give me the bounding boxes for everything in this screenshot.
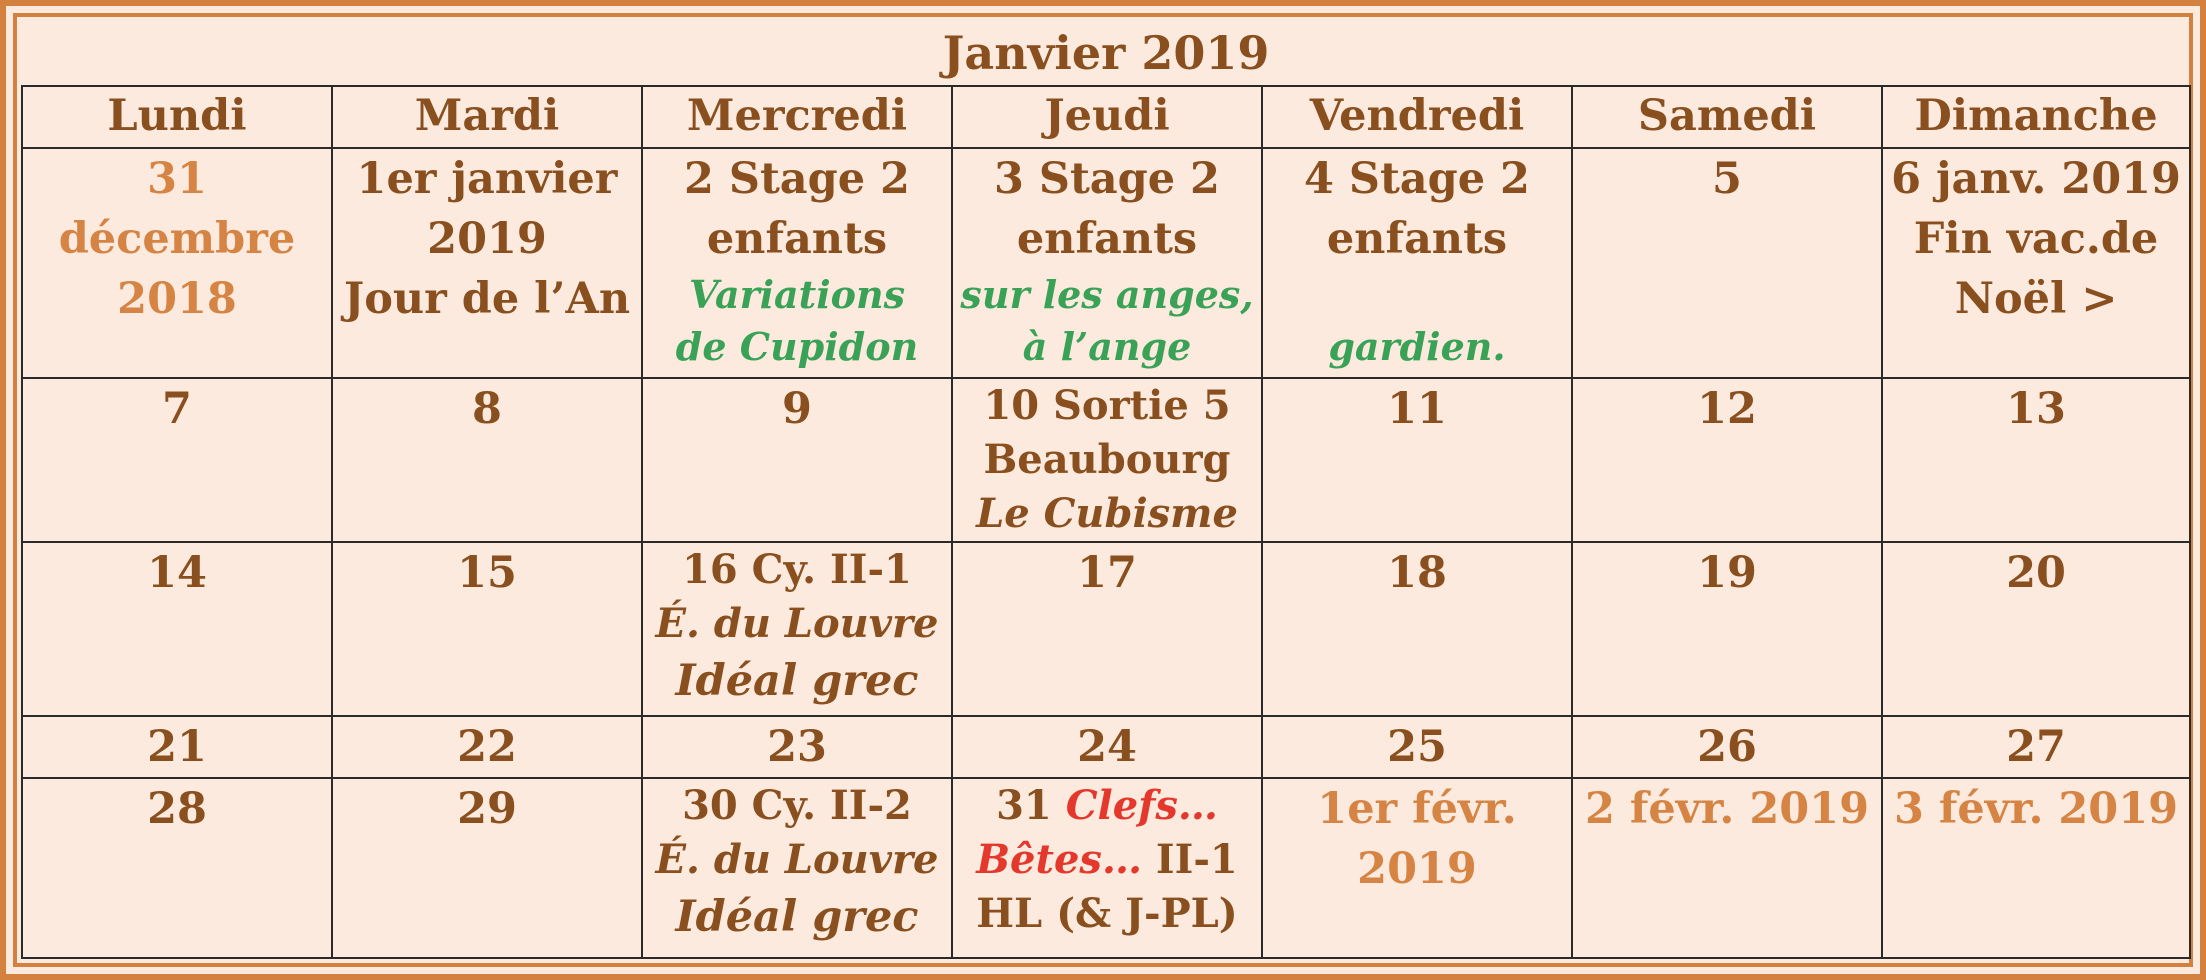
spacer — [1267, 269, 1567, 321]
day-number: 24 — [1077, 722, 1137, 772]
day-number: 21 — [147, 722, 207, 772]
holiday-label: Fin vac.de — [1913, 214, 2159, 264]
weekday-header: Jeudi — [952, 86, 1262, 148]
week-row — [22, 542, 2190, 716]
event-code: II-1 — [1155, 836, 1238, 883]
event-theme: Idéal grec — [675, 656, 919, 706]
day-cell — [1572, 148, 1882, 378]
day-cell — [1262, 378, 1572, 542]
event-subtitle: enfants — [706, 214, 888, 264]
day-number: 20 — [2006, 548, 2066, 598]
event-theme: Clefs… — [1065, 782, 1218, 829]
day-number: 22 — [457, 722, 517, 772]
day-number: 15 — [457, 548, 517, 598]
calendar-title: Janvier 2019 — [22, 21, 2190, 86]
event-theme: de Cupidon — [675, 324, 919, 369]
day-number: 13 — [2006, 384, 2066, 434]
day-number: 14 — [147, 548, 207, 598]
day-cell — [1882, 778, 2190, 958]
day-cell — [332, 378, 642, 542]
day-cell — [952, 778, 1262, 958]
day-cell — [1572, 778, 1882, 958]
day-number: 19 — [1697, 548, 1757, 598]
day-number: 31 — [147, 154, 207, 204]
day-cell — [1572, 378, 1882, 542]
event-subtitle: enfants — [1326, 214, 1508, 264]
week-row — [22, 378, 2190, 542]
day-number: 18 — [1387, 548, 1447, 598]
day-number: 3 févr. 2019 — [1894, 784, 2179, 834]
day-number: 8 — [472, 384, 502, 434]
day-number: 26 — [1697, 722, 1757, 772]
day-number: 1er janvier — [356, 154, 618, 204]
day-cell — [22, 716, 332, 778]
day-number: 11 — [1387, 384, 1447, 434]
day-number: 7 — [162, 384, 192, 434]
holiday-label: Noël > — [1954, 274, 2118, 324]
event-place: É. du Louvre — [655, 836, 939, 883]
day-number: 31 — [996, 782, 1052, 829]
week-row — [22, 716, 2190, 778]
week-row — [22, 778, 2190, 958]
day-cell — [332, 716, 642, 778]
day-cell — [1572, 542, 1882, 716]
day-cell — [1882, 378, 2190, 542]
day-number: 25 — [1387, 722, 1447, 772]
event-title: 10 Sortie 5 — [983, 382, 1231, 429]
calendar-table — [21, 21, 2191, 959]
day-number: 12 — [1697, 384, 1757, 434]
day-cell — [952, 378, 1262, 542]
day-cell — [642, 148, 952, 378]
day-cell — [952, 148, 1262, 378]
day-number: 2 févr. 2019 — [1584, 784, 1870, 834]
day-year: 2019 — [1357, 844, 1477, 894]
calendar-inner-frame — [13, 13, 2193, 967]
day-cell — [642, 778, 952, 958]
day-cell — [22, 778, 332, 958]
day-year: 2019 — [427, 214, 547, 264]
day-cell — [642, 542, 952, 716]
day-cell — [1882, 716, 2190, 778]
event-note: HL (& J-PL) — [976, 890, 1238, 937]
event-title: 30 Cy. II-2 — [682, 782, 912, 829]
day-cell — [642, 716, 952, 778]
day-cell — [22, 378, 332, 542]
event-title: 16 Cy. II-1 — [682, 546, 912, 593]
event-place: É. du Louvre — [655, 600, 939, 647]
day-number: 9 — [782, 384, 812, 434]
event-title-line — [957, 833, 1257, 887]
weekday-header-row — [22, 86, 2190, 148]
day-number: 23 — [767, 722, 827, 772]
event-subtitle: enfants — [1016, 214, 1198, 264]
day-number: 5 — [1712, 154, 1742, 204]
weekday-header: Samedi — [1572, 86, 1882, 148]
weekday-header: Dimanche — [1882, 86, 2190, 148]
day-cell — [642, 378, 952, 542]
day-number: 29 — [457, 784, 517, 834]
day-cell — [332, 778, 642, 958]
day-cell — [952, 542, 1262, 716]
day-cell — [22, 542, 332, 716]
day-cell — [952, 716, 1262, 778]
day-cell — [1882, 148, 2190, 378]
event-theme: à l’ange — [1022, 324, 1192, 369]
event-theme: gardien. — [1328, 324, 1506, 369]
event-theme: sur les anges, — [960, 272, 1254, 317]
day-cell — [1262, 542, 1572, 716]
day-year: 2018 — [117, 274, 237, 324]
day-number: 27 — [2006, 722, 2066, 772]
weekday-header: Mardi — [332, 86, 642, 148]
day-number: 1er févr. — [1317, 784, 1517, 834]
event-title: 3 Stage 2 — [994, 154, 1220, 204]
day-cell — [1572, 716, 1882, 778]
weekday-header: Lundi — [22, 86, 332, 148]
day-cell — [1262, 778, 1572, 958]
day-cell — [22, 148, 332, 378]
event-theme: Bêtes… — [976, 836, 1142, 883]
week-row — [22, 148, 2190, 378]
event-theme: Variations — [688, 272, 906, 317]
weekday-header: Mercredi — [642, 86, 952, 148]
event-theme: Le Cubisme — [976, 490, 1238, 537]
event-place: Beaubourg — [983, 436, 1231, 483]
day-cell — [332, 148, 642, 378]
event-title: 2 Stage 2 — [684, 154, 910, 204]
day-number: 28 — [147, 784, 207, 834]
day-cell — [332, 542, 642, 716]
event-theme: Idéal grec — [675, 892, 919, 942]
event-title: 4 Stage 2 — [1304, 154, 1530, 204]
day-cell — [1262, 716, 1572, 778]
holiday-label: Jour de l’An — [343, 274, 631, 324]
day-cell — [1882, 542, 2190, 716]
day-number: 17 — [1077, 548, 1137, 598]
event-title-line — [957, 779, 1257, 833]
day-month: décembre — [58, 214, 296, 264]
day-cell — [1262, 148, 1572, 378]
day-number: 6 janv. 2019 — [1891, 154, 2181, 204]
weekday-header: Vendredi — [1262, 86, 1572, 148]
